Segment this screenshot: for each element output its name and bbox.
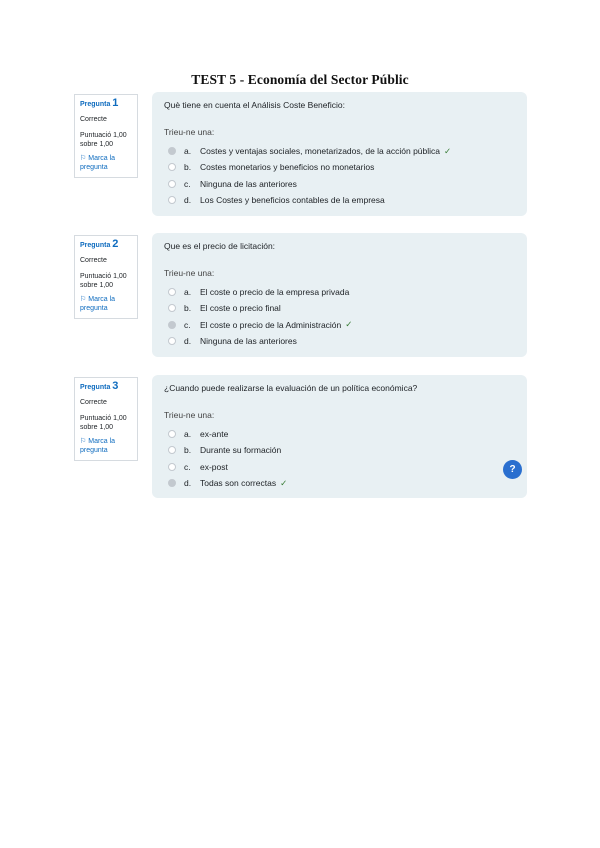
option-text: El coste o precio de la Administración bbox=[200, 319, 342, 330]
answer-option[interactable] bbox=[164, 300, 515, 316]
question-card-2 bbox=[152, 233, 527, 357]
question-label: Pregunta bbox=[80, 242, 111, 249]
question-num: 1 bbox=[112, 97, 119, 109]
answer-option[interactable] bbox=[164, 159, 515, 175]
flag-icon: ⚐ bbox=[80, 438, 87, 445]
page-title: TEST 5 - Economía del Sector Públic bbox=[191, 72, 409, 87]
option-letter: b. bbox=[184, 162, 192, 173]
radio-button[interactable] bbox=[168, 147, 176, 155]
answer-option[interactable] bbox=[164, 192, 515, 208]
option-text: El coste o precio de la empresa privada bbox=[200, 287, 350, 298]
option-text: El coste o precio final bbox=[200, 303, 281, 314]
question-num: 2 bbox=[112, 238, 119, 250]
answer-option[interactable] bbox=[164, 333, 515, 349]
option-text: Costes monetarios y beneficios no monetarios bbox=[200, 162, 375, 173]
flag-question-link[interactable] bbox=[80, 437, 132, 455]
option-letter: c. bbox=[184, 461, 191, 472]
option-text: Ninguna de las anteriores bbox=[200, 178, 297, 189]
question-info-1 bbox=[74, 94, 138, 178]
radio-button[interactable] bbox=[168, 321, 176, 329]
question-grade: Puntuació 1,00 sobre 1,00 bbox=[80, 273, 127, 289]
radio-button[interactable] bbox=[168, 446, 176, 454]
radio-button[interactable] bbox=[168, 196, 176, 204]
radio-button[interactable] bbox=[168, 463, 176, 471]
answer-option[interactable] bbox=[164, 176, 515, 192]
flag-question-link[interactable] bbox=[80, 154, 132, 172]
answer-prompt: Trieu-ne una: bbox=[164, 268, 215, 278]
option-letter: a. bbox=[184, 287, 192, 298]
option-letter: d. bbox=[184, 195, 192, 206]
question-label: Pregunta bbox=[80, 384, 111, 391]
question-state: Correcte bbox=[80, 399, 107, 406]
answer-option[interactable] bbox=[164, 442, 515, 458]
option-text: Durante su formación bbox=[200, 445, 282, 456]
answer-prompt: Trieu-ne una: bbox=[164, 127, 215, 137]
option-letter: c. bbox=[184, 319, 191, 330]
flag-label: Marca la pregunta bbox=[80, 296, 116, 312]
flag-icon: ⚐ bbox=[80, 296, 87, 303]
question-text: Que es el precio de licitación: bbox=[164, 241, 276, 251]
question-label: Pregunta bbox=[80, 101, 111, 108]
answer-option[interactable] bbox=[164, 426, 515, 442]
option-letter: c. bbox=[184, 178, 191, 189]
option-text: ex-ante bbox=[200, 429, 229, 440]
option-letter: d. bbox=[184, 336, 192, 347]
question-number bbox=[80, 240, 132, 250]
radio-button[interactable] bbox=[168, 430, 176, 438]
option-letter: b. bbox=[184, 445, 192, 456]
option-text: Costes y ventajas sociales, monetarizados, de la acción pública bbox=[200, 146, 441, 157]
option-text: Todas son correctas bbox=[200, 478, 277, 489]
question-number bbox=[80, 99, 132, 109]
answer-option[interactable] bbox=[164, 284, 515, 300]
question-state: Correcte bbox=[80, 116, 107, 123]
question-state: Correcte bbox=[80, 257, 107, 264]
answer-prompt: Trieu-ne una: bbox=[164, 410, 215, 420]
flag-question-link[interactable] bbox=[80, 295, 132, 313]
check-icon: ✓ bbox=[280, 477, 288, 488]
option-letter: a. bbox=[184, 429, 192, 440]
question-card-1 bbox=[152, 92, 527, 216]
option-letter: a. bbox=[184, 146, 192, 157]
option-text: ex-post bbox=[200, 461, 228, 472]
question-num: 3 bbox=[112, 380, 119, 392]
radio-button[interactable] bbox=[168, 479, 176, 487]
question-info-2 bbox=[74, 235, 138, 319]
question-text: Què tiene en cuenta el Análisis Coste Beneficio: bbox=[164, 100, 345, 110]
question-info-3 bbox=[74, 377, 138, 461]
flag-icon: ⚐ bbox=[80, 155, 87, 162]
radio-button[interactable] bbox=[168, 163, 176, 171]
answer-option[interactable] bbox=[164, 459, 515, 475]
answer-option[interactable] bbox=[164, 475, 515, 491]
radio-button[interactable] bbox=[168, 337, 176, 345]
question-number bbox=[80, 382, 132, 392]
option-text: Los Costes y beneficios contables de la empresa bbox=[200, 195, 385, 206]
answer-option[interactable] bbox=[164, 143, 515, 159]
option-letter: b. bbox=[184, 303, 192, 314]
option-letter: d. bbox=[184, 478, 192, 489]
question-text: ¿Cuando puede realizarse la evaluación de un política económica? bbox=[164, 383, 418, 393]
question-grade: Puntuació 1,00 sobre 1,00 bbox=[80, 415, 127, 431]
question-card-3 bbox=[152, 375, 527, 498]
radio-button[interactable] bbox=[168, 180, 176, 188]
check-icon: ✓ bbox=[345, 319, 353, 330]
help-button[interactable]: ? bbox=[503, 460, 522, 479]
flag-label: Marca la pregunta bbox=[80, 438, 116, 454]
flag-label: Marca la pregunta bbox=[80, 155, 116, 171]
check-icon: ✓ bbox=[444, 145, 452, 156]
option-text: Ninguna de las anteriores bbox=[200, 336, 297, 347]
question-grade: Puntuació 1,00 sobre 1,00 bbox=[80, 132, 127, 148]
radio-button[interactable] bbox=[168, 304, 176, 312]
radio-button[interactable] bbox=[168, 288, 176, 296]
answer-option[interactable] bbox=[164, 317, 515, 333]
